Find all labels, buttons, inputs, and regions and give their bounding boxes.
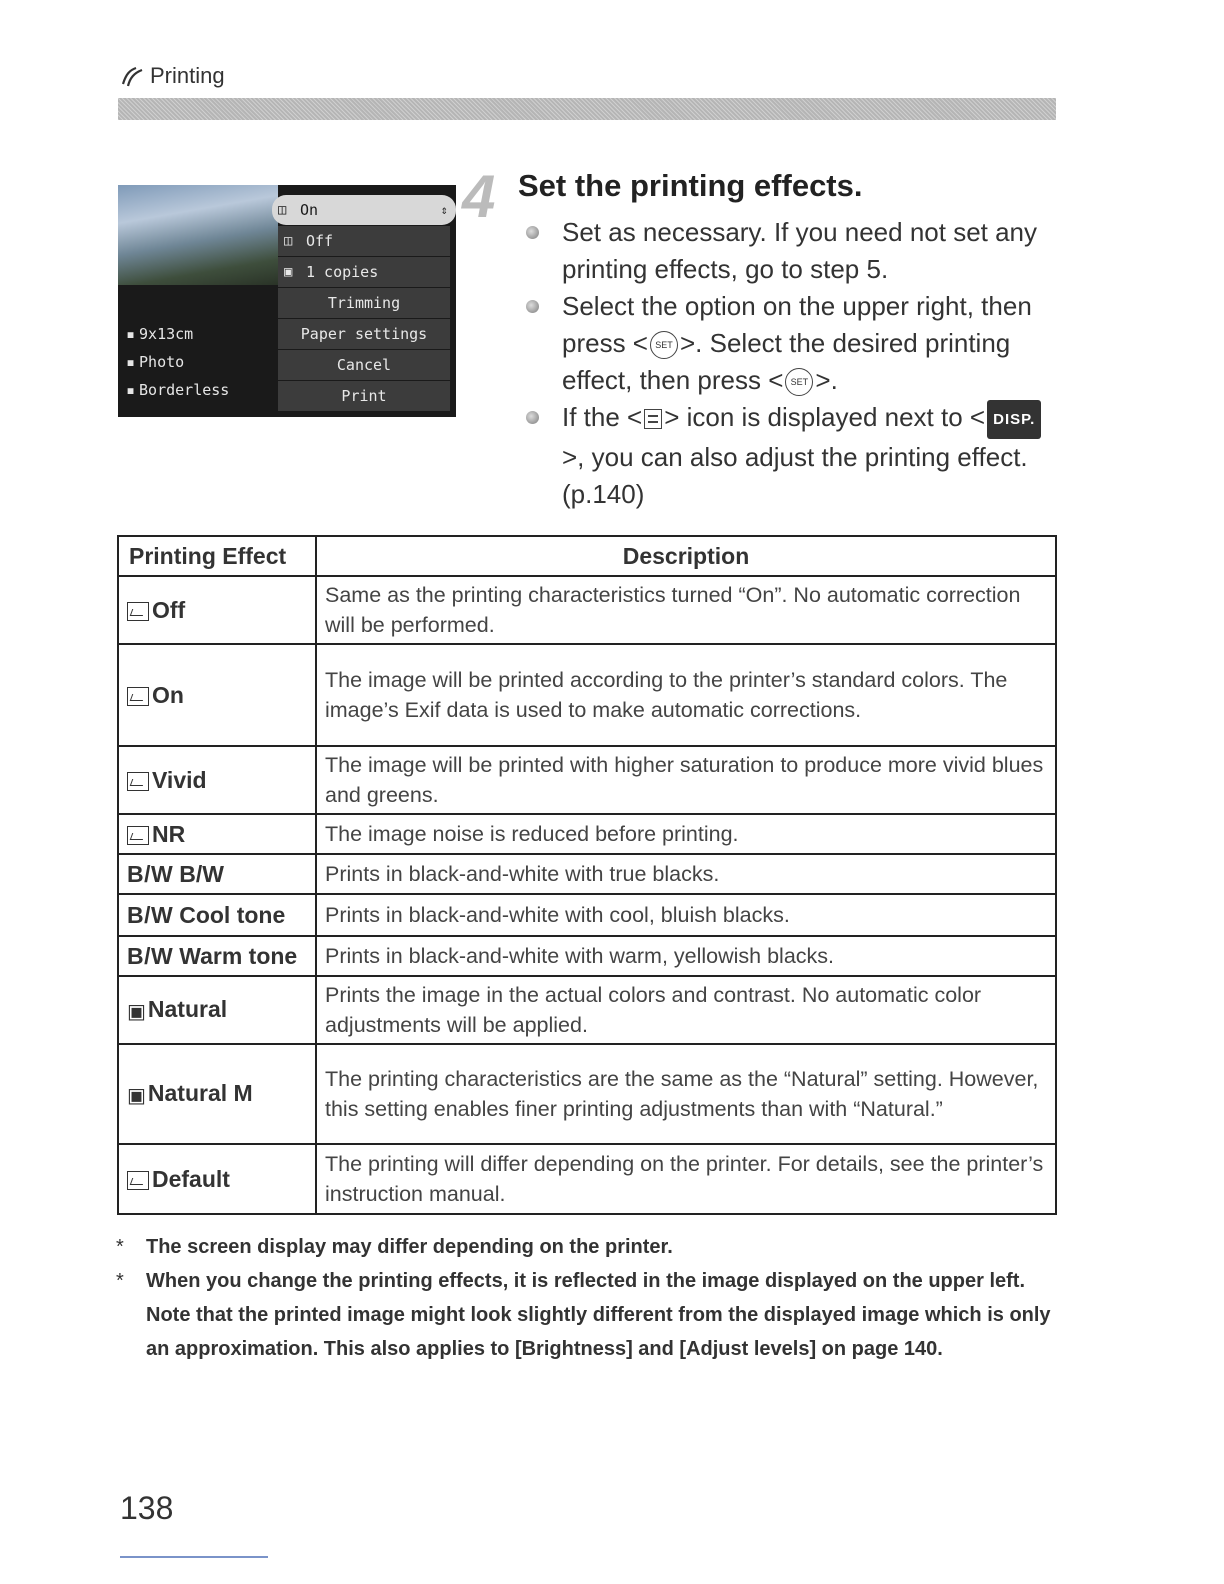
- bullet-icon: [526, 411, 539, 424]
- table-row: [118, 576, 1056, 644]
- print-setting-row: [126, 348, 276, 376]
- camera-menu-label: On: [300, 201, 319, 219]
- print-setting-label: Borderless: [139, 381, 230, 399]
- table-row: [118, 814, 1056, 854]
- copies-icon: ▣: [284, 264, 293, 280]
- preview-photo: [118, 185, 278, 285]
- printing-effect-icon: [127, 826, 149, 845]
- printing-effect-icon: [127, 602, 149, 621]
- effect-description: The printing will differ depending on the printer. For details, see the printer’s instruction manual.: [316, 1144, 1056, 1214]
- effect-cell: [118, 1144, 316, 1214]
- camera-icon: ▣: [127, 1085, 146, 1107]
- table-header-row: [118, 536, 1056, 576]
- effect-description: The image noise is reduced before printing.: [316, 814, 1056, 854]
- camera-menu-item: [272, 195, 456, 225]
- effect-icon: ◫: [284, 233, 293, 249]
- setting-icon: ▪: [126, 353, 136, 371]
- bullet-icon: [526, 226, 539, 239]
- camera-menu-item: [278, 226, 450, 256]
- page-underline: [120, 1556, 268, 1558]
- printing-effects-table: [117, 535, 1057, 1215]
- printing-effect-icon: [127, 1171, 149, 1190]
- column-header-effect: Printing Effect: [118, 536, 316, 576]
- bw-tag: B/W: [127, 860, 174, 887]
- camera-menu-label: Paper settings: [300, 325, 428, 343]
- bullet-text: >, you can also adjust the printing effect. (p.140): [562, 441, 1028, 509]
- effect-description: The image will be printed with higher saturation to produce more vivid blues and greens.: [316, 746, 1056, 814]
- effect-cell: [118, 746, 316, 814]
- camera-menu-label: Trimming: [327, 294, 401, 312]
- table-row: [118, 746, 1056, 814]
- bw-tag: B/W: [127, 942, 174, 969]
- table-row: [118, 976, 1056, 1044]
- effect-name: Off: [152, 596, 186, 623]
- effect-cell: [118, 854, 316, 894]
- printing-effect-icon: [127, 772, 149, 791]
- table-row: [118, 1044, 1056, 1144]
- table-row: [118, 644, 1056, 746]
- updown-arrow-icon: ⇕: [440, 203, 448, 217]
- print-setting-row: [126, 320, 276, 348]
- section-header: [120, 60, 225, 92]
- disp-button-icon: DISP.: [987, 400, 1041, 439]
- camera-menu-label: 1 copies: [306, 263, 379, 281]
- effect-name: Default: [152, 1165, 230, 1192]
- set-button-icon: SET: [650, 331, 678, 359]
- print-setting-label: Photo: [139, 353, 185, 371]
- footnotes: [112, 1230, 1062, 1366]
- camera-menu-label: Off: [306, 232, 334, 250]
- effect-name: Natural M: [147, 1080, 253, 1106]
- effect-description: The printing characteristics are the same as the “Natural” setting. However, this setting enables finer printing adjustments than with “Natural.”: [316, 1044, 1056, 1144]
- effect-icon: ◫: [278, 202, 287, 218]
- effect-name: NR: [152, 820, 186, 847]
- effect-description: Same as the printing characteristics turned “On”. No automatic correction will be performed.: [316, 576, 1056, 644]
- bullet-text: Set as necessary. If you need not set any printing effects, go to step 5.: [562, 217, 1038, 284]
- step-bullet: [520, 288, 1050, 399]
- bullet-text: >.: [815, 365, 838, 395]
- step-bullet: [520, 399, 1050, 513]
- effect-name: B/W: [179, 860, 224, 887]
- effect-cell: [118, 1044, 316, 1144]
- column-header-description: Description: [316, 536, 1056, 576]
- camera-menu-label: Print: [341, 387, 387, 405]
- bullet-text: > icon is displayed next to <: [664, 402, 986, 432]
- asterisk-icon: *: [116, 1236, 124, 1258]
- asterisk-icon: *: [116, 1270, 124, 1292]
- step-bullets: [520, 214, 1050, 513]
- set-button-icon: SET: [785, 368, 813, 396]
- footnote-text: When you change the printing effects, it is reflected in the image displayed on the upper left. Note that the printed image might look slightly different from the displayed image which is only an approximation. This also applies to [Brightness] and [Adjust levels] on page 140.: [146, 1270, 1051, 1360]
- step-title: Set the printing effects.: [518, 168, 863, 203]
- effect-description: The image will be printed according to the printer’s standard colors. The image’s Exif data is used to make automatic corrections.: [316, 644, 1056, 746]
- bw-tag: B/W: [127, 901, 174, 928]
- bullet-text: If the <: [562, 402, 643, 432]
- camera-menu-item: [278, 257, 450, 287]
- effect-cell: [118, 976, 316, 1044]
- table-row: [118, 854, 1056, 894]
- print-menu: [278, 195, 450, 412]
- print-setting-label: 9x13cm: [139, 325, 194, 343]
- effect-name: Vivid: [152, 766, 207, 793]
- menu-icon: [644, 409, 662, 429]
- print-setting-row: [126, 376, 276, 404]
- camera-menu-item: [278, 350, 450, 380]
- effect-description: Prints in black-and-white with true blacks.: [316, 854, 1056, 894]
- effect-description: Prints in black-and-white with warm, yellowish blacks.: [316, 936, 1056, 976]
- camera-menu-item: [278, 319, 450, 349]
- step-number: 4: [462, 163, 496, 230]
- print-settings-info: [126, 320, 276, 404]
- section-title: Printing: [150, 63, 225, 88]
- camera-menu-item: [278, 288, 450, 318]
- effect-name: On: [152, 681, 184, 708]
- step-bullet: [520, 214, 1050, 288]
- footnote: [112, 1230, 1062, 1264]
- bullet-icon: [526, 300, 539, 313]
- effect-name: Natural: [147, 996, 228, 1022]
- effect-description: Prints in black-and-white with cool, bluish blacks.: [316, 894, 1056, 936]
- effect-cell: [118, 644, 316, 746]
- printer-icon: [120, 64, 146, 88]
- effect-cell: [118, 576, 316, 644]
- footnote: [112, 1264, 1062, 1366]
- camera-menu-label: Cancel: [336, 356, 392, 374]
- header-band: [118, 98, 1056, 120]
- table-row: [118, 936, 1056, 976]
- effect-cell: [118, 936, 316, 976]
- bullet-text: Select the option on the upper right, then press <: [562, 291, 1032, 358]
- page-number: 138: [120, 1490, 174, 1526]
- printing-effect-icon: [127, 687, 149, 706]
- camera-icon: ▣: [127, 1001, 146, 1023]
- effect-description: Prints the image in the actual colors and contrast. No automatic color adjustments will be applied.: [316, 976, 1056, 1044]
- effect-cell: [118, 814, 316, 854]
- table-row: [118, 1144, 1056, 1214]
- table-row: [118, 894, 1056, 936]
- effect-name: Cool tone: [179, 901, 286, 928]
- camera-screen: [118, 185, 456, 417]
- effect-cell: [118, 894, 316, 936]
- bullet-text: >. Select the desired printing effect, then press <: [562, 328, 1011, 395]
- setting-icon: ▪: [126, 325, 136, 343]
- setting-icon: ▪: [126, 381, 136, 399]
- camera-menu-item: [278, 381, 450, 411]
- footnote-text: The screen display may differ depending on the printer.: [146, 1236, 673, 1258]
- effect-name: Warm tone: [179, 942, 298, 969]
